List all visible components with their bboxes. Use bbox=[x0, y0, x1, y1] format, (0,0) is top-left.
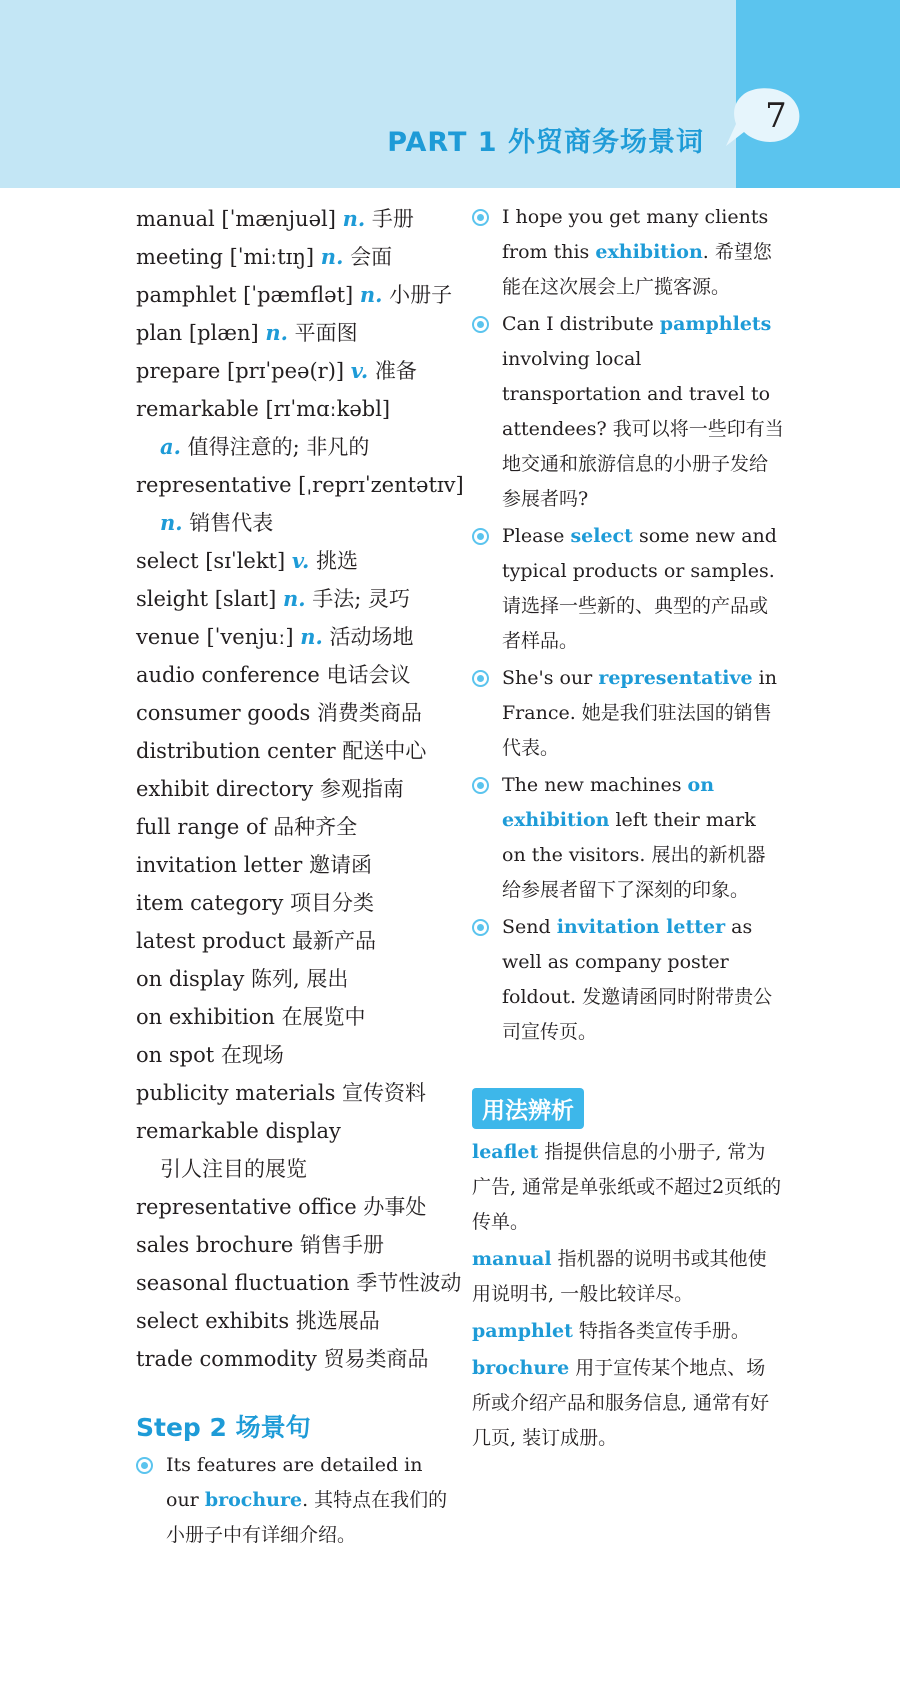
phrase-en: invitation letter bbox=[136, 853, 309, 877]
vocab-entry bbox=[136, 466, 464, 542]
phrase-en: item category bbox=[136, 891, 290, 915]
section-title: PART 1 外贸商务场景词 bbox=[387, 127, 704, 158]
vocab-entry bbox=[136, 618, 456, 656]
vocab-meaning: 小册子 bbox=[382, 283, 453, 307]
vocab-meaning: 销售代表 bbox=[182, 511, 274, 535]
usage-entry bbox=[472, 1135, 784, 1240]
usage-term: brochure bbox=[472, 1357, 570, 1379]
sentence-text: She's our bbox=[502, 667, 599, 689]
vocab-word: plan [plæn] bbox=[136, 321, 266, 345]
bullet-icon bbox=[472, 670, 489, 687]
sentence-item bbox=[472, 910, 784, 1050]
sentence-text: Send bbox=[502, 916, 557, 938]
phrase-entry bbox=[136, 770, 456, 808]
phrase-entry bbox=[136, 998, 456, 1036]
phrase-entry bbox=[136, 1074, 456, 1112]
part-of-speech: n. bbox=[359, 282, 383, 307]
vocab-word: venue [ˈvenjuː] bbox=[136, 625, 301, 649]
phrase-entry bbox=[136, 846, 456, 884]
vocab-word: meeting [ˈmiːtɪŋ] bbox=[136, 245, 321, 269]
sentence-item bbox=[472, 519, 784, 659]
sentence-keyword: select bbox=[570, 525, 633, 547]
sentence-list-left bbox=[136, 1448, 456, 1553]
bullet-icon bbox=[472, 919, 489, 936]
phrase-en: remarkable display bbox=[136, 1119, 341, 1143]
page-header bbox=[0, 0, 900, 188]
usage-list bbox=[472, 1135, 784, 1456]
part-of-speech: n. bbox=[265, 320, 288, 345]
phrase-entry bbox=[136, 1264, 462, 1302]
phrase-zh: 在现场 bbox=[220, 1043, 284, 1067]
vocab-word: select [sɪˈlekt] bbox=[136, 549, 292, 573]
vocab-meaning: 值得注意的; 非凡的 bbox=[180, 435, 370, 459]
sentence-item bbox=[472, 768, 784, 908]
sentence-item bbox=[136, 1448, 456, 1553]
vocab-definition bbox=[136, 428, 456, 466]
phrase-zh: 引人注目的展览 bbox=[160, 1157, 307, 1181]
vocab-meaning: 挑选 bbox=[309, 549, 358, 573]
phrase-entry bbox=[136, 1036, 456, 1074]
usage-text: 用于宣传某个地点、场所或介绍产品和服务信息, 通常有好几页, 装订成册。 bbox=[472, 1357, 770, 1449]
phrase-entry bbox=[136, 1226, 456, 1264]
vocab-entry bbox=[136, 580, 456, 618]
sentence-text: . 希望您能在这次展会上广揽客源。 bbox=[502, 241, 772, 298]
usage-text: 指提供信息的小册子, 常为广告, 通常是单张纸或不超过2页纸的传单。 bbox=[472, 1141, 782, 1233]
phrase-en: consumer goods bbox=[136, 701, 317, 725]
usage-header: 用法辨析 bbox=[472, 1088, 584, 1129]
part-of-speech: n. bbox=[300, 624, 323, 649]
phrase-en: latest product bbox=[136, 929, 292, 953]
vocab-entry bbox=[136, 352, 456, 390]
vocab-entry bbox=[136, 390, 456, 466]
vocab-meaning: 活动场地 bbox=[322, 625, 414, 649]
vocab-word: manual [ˈmænjuəl] bbox=[136, 207, 343, 231]
phrase-en: on exhibition bbox=[136, 1005, 282, 1029]
vocab-meaning: 平面图 bbox=[287, 321, 358, 345]
sentence-keyword: brochure bbox=[204, 1489, 303, 1511]
vocab-word: prepare [prɪˈpeə(r)] bbox=[136, 359, 351, 383]
phrase-entry bbox=[136, 656, 456, 694]
vocab-meaning: 会面 bbox=[343, 245, 393, 269]
usage-term: pamphlet bbox=[472, 1320, 573, 1342]
part-of-speech: n. bbox=[160, 510, 183, 535]
phrase-entry bbox=[136, 884, 456, 922]
page-number: 7 bbox=[765, 96, 787, 136]
vocab-entry bbox=[136, 200, 456, 238]
left-column bbox=[136, 200, 464, 1555]
bullet-icon bbox=[136, 1457, 153, 1474]
phrase-zh: 宣传资料 bbox=[342, 1081, 427, 1105]
phrase-zh: 消费类商品 bbox=[316, 701, 422, 725]
part-of-speech: a. bbox=[160, 434, 181, 459]
vocab-word: sleight [slaɪt] bbox=[136, 587, 283, 611]
sentence-keyword: on exhibition bbox=[502, 774, 715, 831]
phrase-en: select exhibits bbox=[136, 1309, 296, 1333]
phrase-zh: 电话会议 bbox=[326, 663, 411, 687]
phrase-zh: 在展览中 bbox=[281, 1005, 366, 1029]
sentence-text: Its features are detailed in our bbox=[166, 1454, 423, 1511]
phrase-entry bbox=[136, 1302, 456, 1340]
phrase-zh: 配送中心 bbox=[342, 739, 427, 763]
phrase-entry bbox=[136, 922, 456, 960]
phrase-en: publicity materials bbox=[136, 1081, 343, 1105]
sentence-keyword: exhibition bbox=[595, 241, 703, 263]
phrase-en: representative office bbox=[136, 1195, 364, 1219]
part-of-speech: n. bbox=[342, 206, 366, 231]
phrase-entry bbox=[136, 1340, 456, 1378]
part-of-speech: v. bbox=[350, 358, 369, 383]
sentence-text: as well as company poster foldout. 发邀请函同时附带贵公司宣传页。 bbox=[502, 916, 773, 1043]
usage-term: leaflet bbox=[472, 1141, 539, 1163]
phrase-zh: 季节性波动 bbox=[356, 1271, 462, 1295]
phrase-entry bbox=[136, 1112, 456, 1188]
usage-entry bbox=[472, 1242, 784, 1312]
phrase-zh: 陈列, 展出 bbox=[251, 967, 349, 991]
sentence-text: some new and typical products or samples. 请选择一些新的、典型的产品或者样品。 bbox=[502, 525, 777, 652]
phrase-en: sales brochure bbox=[136, 1233, 300, 1257]
bullet-icon bbox=[472, 528, 489, 545]
phrase-zh: 项目分类 bbox=[289, 891, 374, 915]
usage-term: manual bbox=[472, 1248, 552, 1270]
bullet-icon bbox=[472, 316, 489, 333]
sentence-text: I hope you get many clients from this bbox=[502, 206, 769, 263]
part-of-speech: n. bbox=[320, 244, 344, 269]
phrase-zh: 挑选展品 bbox=[295, 1309, 380, 1333]
usage-text: 指机器的说明书或其他使用说明书, 一般比较详尽。 bbox=[472, 1248, 767, 1305]
phrase-en: exhibit directory bbox=[136, 777, 320, 801]
phrase-en: on spot bbox=[136, 1043, 221, 1067]
phrase-en: audio conference bbox=[136, 663, 327, 687]
phrase-en: distribution center bbox=[136, 739, 343, 763]
phrase-zh: 最新产品 bbox=[291, 929, 376, 953]
phrase-en: full range of bbox=[136, 815, 274, 839]
bullet-icon bbox=[472, 777, 489, 794]
sentence-keyword: invitation letter bbox=[556, 916, 726, 938]
phrase-en: on display bbox=[136, 967, 251, 991]
usage-text: 特指各类宣传手册。 bbox=[572, 1320, 750, 1342]
vocab-entry bbox=[136, 542, 456, 580]
usage-entry bbox=[472, 1351, 784, 1456]
step-2-title: Step 2 场景句 bbox=[136, 1413, 311, 1442]
phrase-en: seasonal fluctuation bbox=[136, 1271, 357, 1295]
vocab-definition bbox=[136, 504, 456, 542]
sentence-item bbox=[472, 661, 784, 766]
vocab-meaning: 准备 bbox=[368, 359, 417, 383]
sentence-keyword: pamphlets bbox=[659, 313, 772, 335]
phrase-entry bbox=[136, 808, 456, 846]
sentence-text: Can I distribute bbox=[502, 313, 660, 335]
vocab-entry bbox=[136, 276, 456, 314]
phrase-entry bbox=[136, 960, 456, 998]
sentence-text: in France. 她是我们驻法国的销售代表。 bbox=[502, 667, 777, 759]
part-of-speech: v. bbox=[291, 548, 310, 573]
phrase-zh: 销售手册 bbox=[299, 1233, 384, 1257]
phrase-zh: 品种齐全 bbox=[273, 815, 358, 839]
phrase-zh: 邀请函 bbox=[308, 853, 372, 877]
sentence-text: The new machines bbox=[502, 774, 688, 796]
vocab-list bbox=[136, 200, 464, 656]
sentence-keyword: representative bbox=[598, 667, 753, 689]
sentence-text: . 其特点在我们的小册子中有详细介绍。 bbox=[166, 1489, 448, 1546]
sentence-list-right bbox=[472, 200, 784, 1050]
vocab-meaning: 手法; 灵巧 bbox=[305, 587, 410, 611]
phrase-entry bbox=[136, 1188, 456, 1226]
part-of-speech: n. bbox=[282, 586, 306, 611]
sentence-text: left their mark on the visitors. 展出的新机器给参展者留下了深刻的印象。 bbox=[502, 809, 766, 901]
sentence-item bbox=[472, 307, 784, 517]
vocab-meaning: 手册 bbox=[365, 207, 414, 231]
vocab-word: pamphlet [ˈpæmflət] bbox=[136, 283, 360, 307]
bullet-icon bbox=[472, 209, 489, 226]
usage-entry bbox=[472, 1314, 784, 1349]
vocab-entry bbox=[136, 314, 456, 352]
sentence-text: Please bbox=[502, 525, 571, 547]
sentence-item bbox=[472, 200, 784, 305]
vocab-word: representative [ˌreprɪˈzentətɪv] bbox=[136, 473, 464, 497]
phrase-zh: 办事处 bbox=[363, 1195, 427, 1219]
right-column bbox=[472, 200, 784, 1458]
phrase-entry bbox=[136, 732, 456, 770]
phrase-entry bbox=[136, 694, 456, 732]
phrase-zh: 参观指南 bbox=[319, 777, 404, 801]
phrase-zh: 贸易类商品 bbox=[323, 1347, 429, 1371]
phrase-en: trade commodity bbox=[136, 1347, 324, 1371]
vocab-entry bbox=[136, 238, 456, 276]
vocab-word: remarkable [rɪˈmɑːkəbl] bbox=[136, 397, 391, 421]
phrase-list bbox=[136, 656, 462, 1378]
sentence-text: involving local transportation and travel to attendees? 我可以将一些印有当地交通和旅游信息的小册子发给参展者吗? bbox=[502, 348, 784, 510]
